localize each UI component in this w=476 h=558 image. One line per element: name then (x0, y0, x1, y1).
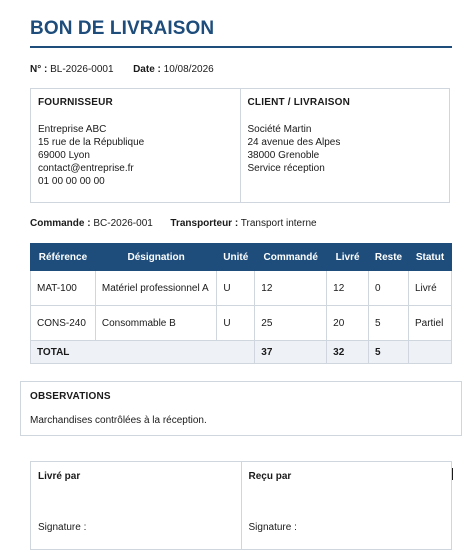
designation-cell: Matériel professionnel A (95, 271, 216, 306)
total-row (31, 341, 452, 364)
column-header: Référence (31, 244, 96, 271)
client-line: Service réception (247, 163, 325, 174)
column-header: Statut (408, 244, 451, 271)
observations-heading: OBSERVATIONS (30, 391, 111, 402)
reference-cell: MAT-100 (31, 271, 96, 306)
ordered-cell: 12 (255, 271, 327, 306)
supplier-block (31, 89, 240, 202)
total-status-empty (408, 341, 451, 364)
date-value: 10/08/2026 (163, 64, 214, 75)
received-by-box[interactable] (241, 462, 452, 549)
date-label: Date : (133, 64, 161, 75)
total-ordered: 37 (255, 341, 327, 364)
client-line: Société Martin (247, 124, 312, 135)
document-meta (30, 64, 214, 75)
document-title: BON DE LIVRAISON (30, 18, 215, 39)
supplier-line: Entreprise ABC (38, 124, 107, 135)
client-line: 38000 Grenoble (247, 150, 320, 161)
unit-cell: U (217, 271, 255, 306)
observations-text: Marchandises contrôlées à la réception. (30, 415, 207, 426)
column-header: Reste (369, 244, 409, 271)
delivered-by-box[interactable] (31, 462, 241, 549)
client-block (240, 89, 450, 202)
carrier-value: Transport interne (240, 218, 317, 229)
column-header: Commandé (255, 244, 327, 271)
carrier-label: Transporteur : (170, 218, 239, 229)
number-label: N° : (30, 64, 48, 75)
client-line: 24 avenue des Alpes (247, 137, 341, 148)
title-divider (30, 46, 452, 48)
table-header-row (31, 244, 452, 271)
total-remaining: 5 (369, 341, 409, 364)
supplier-email: contact@entreprise.fr (38, 163, 134, 174)
delivered-cell: 12 (327, 271, 369, 306)
parties-block (30, 88, 450, 203)
unit-cell: U (217, 306, 255, 341)
status-cell: Partiel (408, 306, 451, 341)
text-cursor (452, 468, 453, 480)
delivered-by-signature-label: Signature : (38, 522, 87, 533)
total-label: TOTAL (31, 341, 255, 364)
order-info (30, 218, 317, 229)
supplier-line: 69000 Lyon (38, 150, 90, 161)
signatures-block (30, 461, 452, 550)
status-cell: Livré (408, 271, 451, 306)
ordered-cell: 25 (255, 306, 327, 341)
column-header: Désignation (95, 244, 216, 271)
order-label: Commande : (30, 218, 91, 229)
table-row (31, 271, 452, 306)
received-by-label: Reçu par (248, 471, 292, 482)
table-row (31, 306, 452, 341)
designation-cell: Consommable B (95, 306, 216, 341)
remaining-cell: 0 (369, 271, 409, 306)
number-value: BL-2026-0001 (50, 64, 114, 75)
observations-block (20, 381, 462, 436)
received-by-signature-label: Signature : (248, 522, 297, 533)
reference-cell: CONS-240 (31, 306, 96, 341)
supplier-phone: 01 00 00 00 00 (38, 176, 105, 187)
supplier-line: 15 rue de la République (38, 137, 145, 148)
column-header: Livré (327, 244, 369, 271)
column-header: Unité (217, 244, 255, 271)
delivered-by-label: Livré par (38, 471, 81, 482)
order-value: BC-2026-001 (93, 218, 153, 229)
remaining-cell: 5 (369, 306, 409, 341)
total-delivered: 32 (327, 341, 369, 364)
items-table (30, 243, 452, 364)
supplier-heading: FOURNISSEUR (38, 97, 113, 108)
client-heading: CLIENT / LIVRAISON (247, 97, 350, 108)
delivered-cell: 20 (327, 306, 369, 341)
